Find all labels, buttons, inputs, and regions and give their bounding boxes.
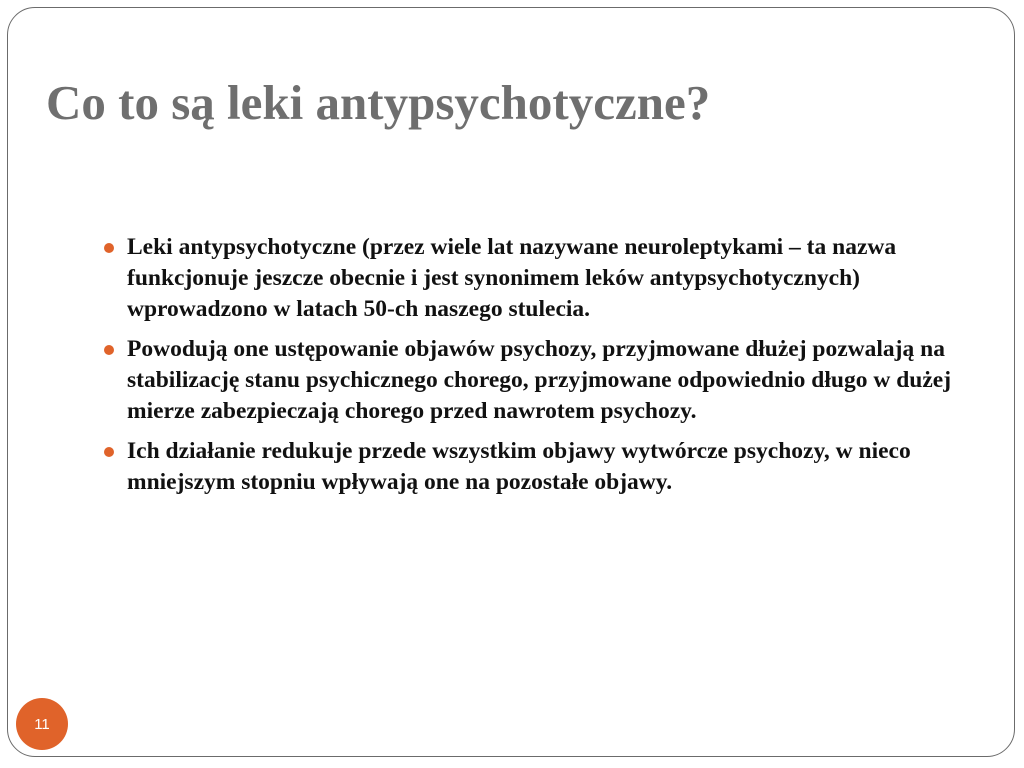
bullet-item [102, 334, 972, 427]
bullet-dot-icon [104, 447, 114, 457]
page-number: 11 [34, 715, 50, 733]
bullet-dot-icon [104, 243, 114, 253]
bullet-list [102, 232, 972, 507]
bullet-text: Ich działanie redukuje przede wszystkim objawy wytwórcze psychozy, w nieco mniejszym stopniu wpływają one na pozostałe objawy. [127, 438, 911, 495]
bullet-item [102, 436, 972, 498]
bullet-text: Leki antypsychotyczne (przez wiele lat nazywane neuroleptykami – ta nazwa funkcjonuje jeszcze obecnie i jest synonimem leków antypsychotycznych) wprowadzono w latach 50-ch naszego stulecia. [127, 234, 897, 322]
bullet-item [102, 232, 972, 325]
slide-title: Co to są leki antypsychotyczne? [46, 75, 711, 130]
bullet-dot-icon [104, 345, 114, 355]
page-number-badge [16, 698, 68, 750]
bullet-text: Powodują one ustępowanie objawów psychozy, przyjmowane dłużej pozwalają na stabilizację stanu psychicznego chorego, przyjmowane odpowiednio długo w dużej mierze zabezpieczają chorego przed nawrotem psychozy. [127, 336, 952, 424]
